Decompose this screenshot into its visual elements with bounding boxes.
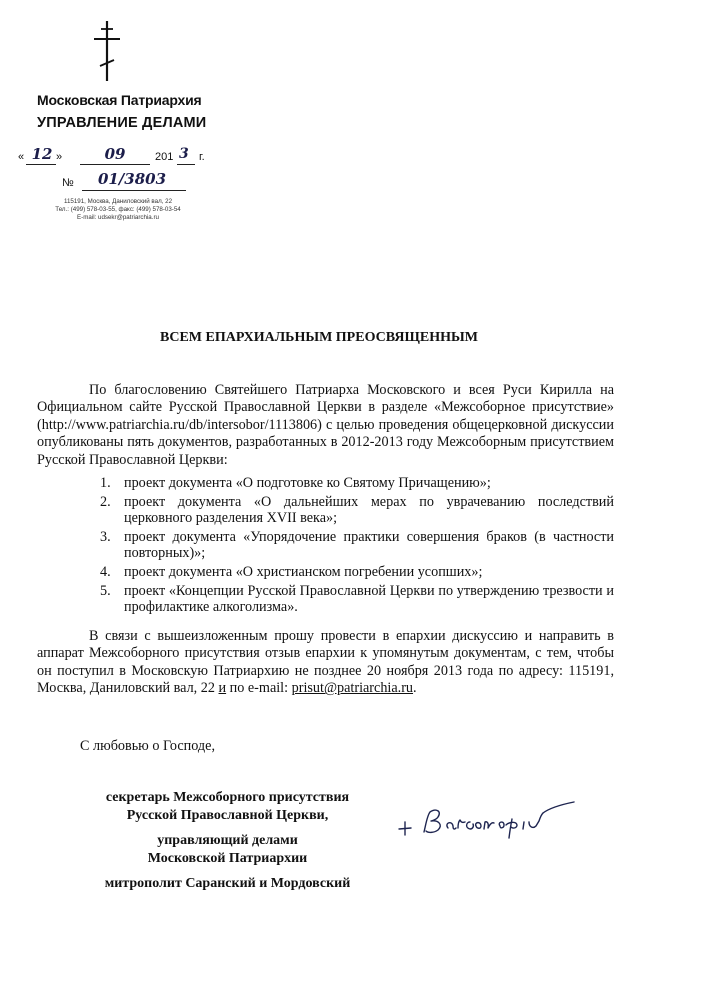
year-underline xyxy=(177,164,195,165)
list-item xyxy=(100,529,614,562)
list-item xyxy=(100,583,614,616)
list-item-number: 5. xyxy=(100,582,111,599)
day-underline xyxy=(26,164,56,165)
list-item-text: проект документа «Упорядочение практики совершения браков (в частности повторных)»; xyxy=(124,528,614,562)
document-number: 01/3803 xyxy=(97,170,167,188)
signer-title-line: Русской Православной Церкви, xyxy=(126,808,329,823)
address-email: E-mail: udsekr@patriarchia.ru xyxy=(77,214,159,221)
signer-name: митрополит Саранский и Мордовский xyxy=(104,876,351,891)
list-item-number: 2. xyxy=(100,493,111,510)
org-department: УПРАВЛЕНИЕ ДЕЛАМИ xyxy=(37,115,207,131)
request-end: . xyxy=(413,680,417,697)
email-prefix: по e-mail: xyxy=(226,680,292,697)
signer-title-line: управляющий делами xyxy=(157,833,298,848)
list-item xyxy=(100,564,614,581)
request-text: В связи с вышеизложенным прошу провести в епархии дискуссию и направить в аппарат Межсоборного присутствия отзыв епархии к упомянутым документам, с тем, чтобы он поступил в Московскую Патриархию не позднее 20 ноября 2013 года по адресу: 115191, Москва, Даниловский вал, 22 xyxy=(37,628,614,697)
date-year-suffix: г. xyxy=(199,151,205,163)
documents-list xyxy=(100,475,614,618)
date-day: 12 xyxy=(31,145,53,163)
date-year-digit: 3 xyxy=(179,146,189,162)
signer-title-line: Московской Патриархии xyxy=(147,851,308,866)
address-phone: Тел.: (499) 578-03-55, факс: (499) 578-03-54 xyxy=(55,206,181,213)
list-item-number: 3. xyxy=(100,528,111,545)
list-item-text: проект документа «О дальнейших мерах по уврачеванию последствий церковного разделения XVII века»; xyxy=(124,493,614,527)
list-item-number: 4. xyxy=(100,563,111,580)
document-number-line xyxy=(62,170,202,194)
orthodox-cross-icon xyxy=(92,20,122,82)
handwritten-signature xyxy=(396,798,591,848)
list-item-text: проект документа «О христианском погребении усопших»; xyxy=(124,563,483,580)
number-label: № xyxy=(62,177,74,189)
list-item-text: проект «Концепции Русской Православной Церкви по утверждению трезвости и профилактике алкоголизма». xyxy=(124,582,614,616)
paragraph-intro: По благословению Святейшего Патриарха Московского и всея Руси Кирилла на Официальном сайте Русской Православной Церкви в разделе «Межсоборное присутствие» (http://www.patriarchia.ru/db/intersobor/1113806) с целью проведения общецерковной дискуссии опубликованы пять документов, разработанных в 2012-2013 году Межсоборным присутствием Русской Православной Церкви: xyxy=(37,382,614,468)
date-quote-close: » xyxy=(56,151,63,163)
signature-block xyxy=(80,789,375,893)
email-link[interactable]: prisut@patriarchia.ru xyxy=(291,680,414,697)
closing-salutation: С любовью о Господе, xyxy=(80,738,215,754)
address-street: 115191, Москва, Даниловский вал, 22 xyxy=(63,198,173,205)
number-underline xyxy=(82,190,186,191)
document-title: ВСЕМ ЕПАРХИАЛЬНЫМ ПРЕОСВЯЩЕННЫМ xyxy=(160,330,478,345)
signer-title-line: секретарь Межсоборного присутствия xyxy=(105,790,350,805)
date-quote-open: « xyxy=(18,151,25,163)
date-line xyxy=(18,145,218,169)
list-item xyxy=(100,494,614,527)
letterhead-address xyxy=(28,198,208,222)
list-item-text: проект документа «О подготовке ко Святому Причащению»; xyxy=(124,475,491,491)
date-month: 09 xyxy=(104,145,126,163)
date-year-prefix: 201 xyxy=(155,151,174,163)
month-underline xyxy=(80,164,150,165)
list-item-number: 1. xyxy=(100,475,111,491)
paragraph-request xyxy=(37,628,614,698)
list-item xyxy=(100,475,614,492)
org-name: Московская Патриархия xyxy=(37,92,202,108)
request-conjunction: и xyxy=(218,680,227,697)
